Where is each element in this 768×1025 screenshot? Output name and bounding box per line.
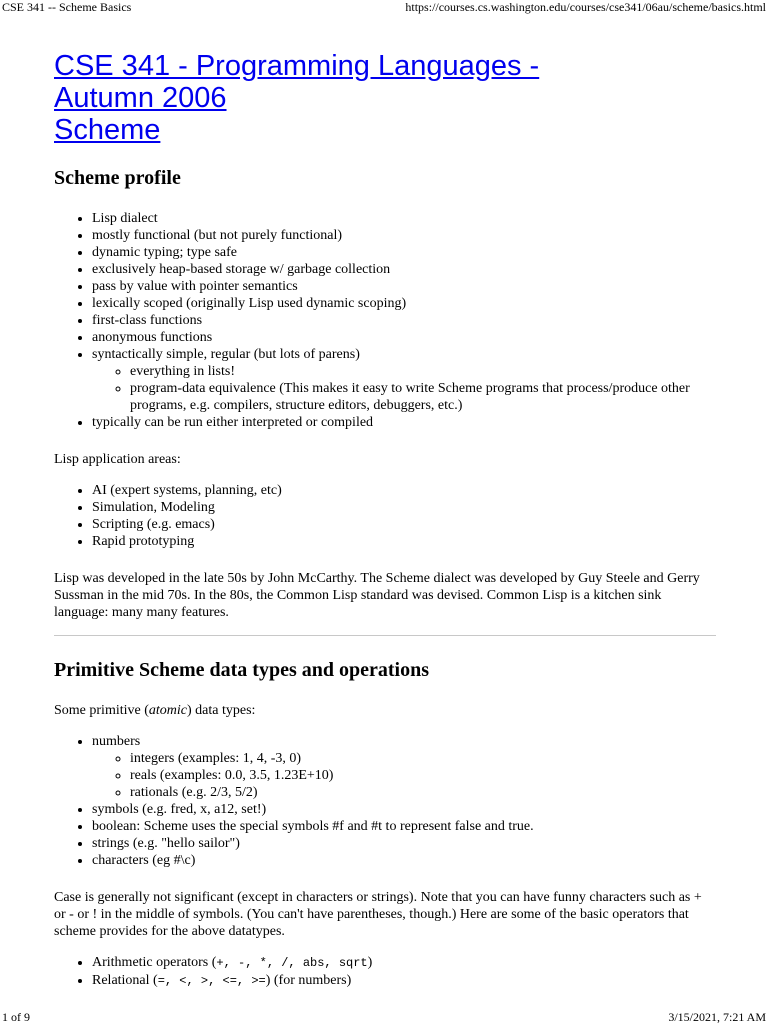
- list-item: [92, 733, 716, 801]
- list-item: • AI (expert systems, planning, etc): [92, 482, 716, 499]
- numbers-sub-list: [92, 750, 716, 801]
- list-item: • boolean: Scheme uses the special symbols #f and #t to represent false and true.: [92, 818, 716, 835]
- title-line-1: CSE 341 - Programming Languages -: [54, 50, 540, 82]
- print-footer-page: 1 of 9: [2, 1010, 30, 1024]
- title-line-2: Autumn 2006: [54, 82, 227, 114]
- list-item: • mostly functional (but not purely functional): [92, 227, 716, 244]
- areas-intro: Lisp application areas:: [54, 452, 181, 467]
- list-item: • dynamic typing; type safe: [92, 244, 716, 261]
- list-item: • Simulation, Modeling: [92, 499, 716, 516]
- page-content: [54, 50, 716, 990]
- list-item: • pass by value with pointer semantics: [92, 278, 716, 295]
- list-item: • Scripting (e.g. emacs): [92, 516, 716, 533]
- case-paragraph: Case is generally not significant (except in characters or strings). Note that you can have funny characters such as + or - or ! in the middle of symbols. (You can't have parentheses, though.) Here are some of the basic operators that scheme provides for the above datatypes.: [54, 890, 702, 939]
- list-item: • anonymous functions: [92, 329, 716, 346]
- print-header-url: https://courses.cs.washington.edu/courses/cse341/06au/scheme/basics.html: [405, 0, 766, 14]
- section-divider: [54, 635, 716, 636]
- profile-sub-list: [92, 363, 716, 414]
- list-item: • Rapid prototyping: [92, 533, 716, 550]
- list-item: • strings (e.g. "hello sailor"): [92, 835, 716, 852]
- relational-operators-code: =, <, >, <=, >=: [157, 974, 266, 988]
- history-paragraph: Lisp was developed in the late 50s by John McCarthy. The Scheme dialect was developed by Guy Steele and Gerry Sussman in the mid 70s. In the 80s, the Common Lisp standard was devised. Common Lisp is a kitchen sink language: many many features.: [54, 571, 700, 620]
- list-item: [92, 346, 716, 414]
- list-item-text: syntactically simple, regular (but lots of parens): [92, 347, 360, 362]
- profile-heading: Scheme profile: [54, 167, 181, 189]
- list-item: • first-class functions: [92, 312, 716, 329]
- list-item: • exclusively heap-based storage w/ garbage collection: [92, 261, 716, 278]
- page-title: [54, 50, 716, 146]
- title-line-3: Scheme: [54, 114, 161, 146]
- title-link[interactable]: [54, 50, 539, 146]
- list-item: • Arithmetic operators (+, -, *, /, abs, sqrt): [92, 954, 716, 972]
- primitive-list: [54, 733, 716, 869]
- arith-operators-code: +, -, *, /, abs, sqrt: [216, 956, 368, 970]
- sub-list-item: ◦ rationals (e.g. 2/3, 5/2): [130, 784, 716, 801]
- sub-list-item: ◦ everything in lists!: [130, 363, 716, 380]
- print-header-title: CSE 341 -- Scheme Basics: [2, 0, 132, 14]
- areas-list: [54, 482, 716, 550]
- print-footer-datetime: 3/15/2021, 7:21 AM: [668, 1010, 766, 1024]
- atomic-emphasis: atomic: [148, 703, 187, 718]
- list-item: • lexically scoped (originally Lisp used dynamic scoping): [92, 295, 716, 312]
- profile-list: [54, 210, 716, 431]
- sub-list-item: ◦ reals (examples: 0.0, 3.5, 1.23E+10): [130, 767, 716, 784]
- operators-list: [54, 954, 716, 990]
- list-item: • characters (eg #\c): [92, 852, 716, 869]
- primitive-heading: Primitive Scheme data types and operations: [54, 659, 429, 681]
- sub-list-item: ◦ integers (examples: 1, 4, -3, 0): [130, 750, 716, 767]
- sub-list-item: ◦ program-data equivalence (This makes it easy to write Scheme programs that process/produce other programs, e.g. compilers, structure editors, debuggers, etc.): [130, 380, 716, 414]
- list-item: • Relational (=, <, >, <=, >=) (for numbers): [92, 972, 716, 990]
- primitive-intro: Some primitive (atomic) data types:: [54, 703, 256, 718]
- list-item-text: numbers: [92, 734, 141, 749]
- list-item: • symbols (e.g. fred, x, a12, set!): [92, 801, 716, 818]
- list-item: • Lisp dialect: [92, 210, 716, 227]
- list-item: • typically can be run either interpreted or compiled: [92, 414, 716, 431]
